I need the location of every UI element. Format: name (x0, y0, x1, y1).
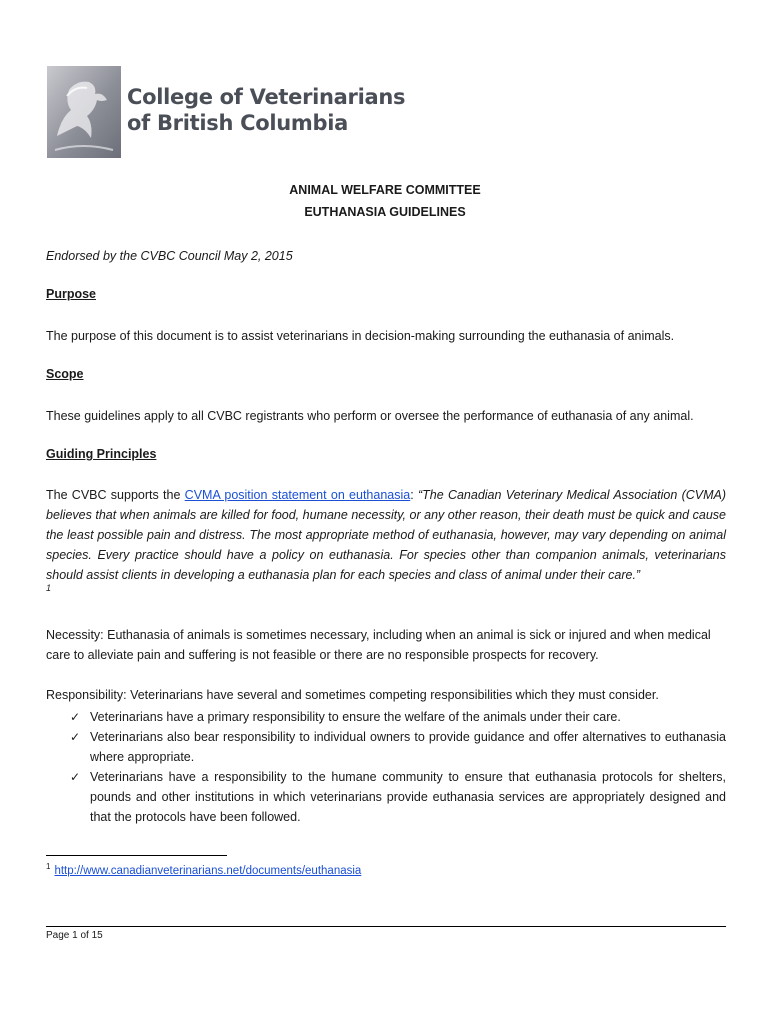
footnote-url-link[interactable]: http://www.canadianveterinarians.net/documents/euthanasia (54, 865, 362, 877)
checkmark-icon: ✓ (70, 730, 81, 744)
footnote-reference: 1 (46, 583, 52, 593)
guiding-principles-heading: Guiding Principles (46, 447, 157, 461)
scope-heading: Scope (46, 367, 84, 381)
page-number: Page 1 of 15 (46, 930, 103, 941)
responsibility-intro: Responsibility: Veterinarians have several and sometimes competing responsibilities which they must consider. (46, 688, 659, 702)
footnote-mark: 1 (46, 862, 51, 871)
scope-text: These guidelines apply to all CVBC registrants who perform or oversee the performance of euthanasia of any animal. (46, 409, 694, 423)
cvma-position-link[interactable]: CVMA position statement on euthanasia (184, 488, 411, 502)
list-item (70, 707, 726, 727)
logo-line-2: of British Columbia (127, 111, 349, 135)
list-item (70, 727, 726, 767)
list-item-text: Veterinarians have a responsibility to the humane community to ensure that euthanasia protocols for shelters, pounds and other institutions in which veterinarians provide euthanasia services are appropriately designed and that the protocols have been followed. (90, 770, 726, 824)
guiding-colon: : (410, 488, 418, 502)
endorsement-note: Endorsed by the CVBC Council May 2, 2015 (46, 249, 293, 263)
document-title: ANIMAL WELFARE COMMITTEE (289, 183, 481, 197)
footnote-divider (46, 855, 227, 856)
checkmark-icon: ✓ (70, 710, 81, 724)
footer-divider (46, 926, 726, 927)
list-item-text: Veterinarians also bear responsibility to individual owners to provide guidance and offer alternatives to euthanasia where appropriate. (90, 730, 726, 764)
list-item (70, 767, 726, 827)
responsibility-list (70, 707, 726, 827)
footnote (46, 862, 361, 877)
document-subtitle: EUTHANASIA GUIDELINES (304, 205, 466, 219)
guiding-intro: The CVBC supports the (46, 488, 185, 502)
necessity-text: Necessity: Euthanasia of animals is sometimes necessary, including when an animal is sick or injured and when medical care to alleviate pain and suffering is not feasible or there are no responsible prospects for recovery. (46, 628, 711, 662)
purpose-heading: Purpose (46, 287, 97, 301)
cvma-quote: “The Canadian Veterinary Medical Association (CVMA) believes that when animals are killed for food, humane necessity, or any other reason, their death must be quick and cause the least possible pain and distress. The most appropriate method of euthanasia, however, may vary depending on animal species. Every practice should have a policy on euthanasia. For species other than companion animals, veterinarians should assist clients in developing a euthanasia plan for each species and class of animal under their care.” (46, 488, 727, 582)
logo-line-1: College of Veterinarians (127, 85, 406, 109)
purpose-text: The purpose of this document is to assist veterinarians in decision-making surrounding the euthanasia of animals. (46, 329, 675, 343)
horse-rider-emblem-icon (47, 66, 121, 158)
checkmark-icon: ✓ (70, 770, 81, 784)
guiding-principles-text (46, 485, 726, 585)
cvbc-logo (47, 66, 406, 158)
list-item-text: Veterinarians have a primary responsibility to ensure the welfare of the animals under their care. (90, 710, 621, 724)
